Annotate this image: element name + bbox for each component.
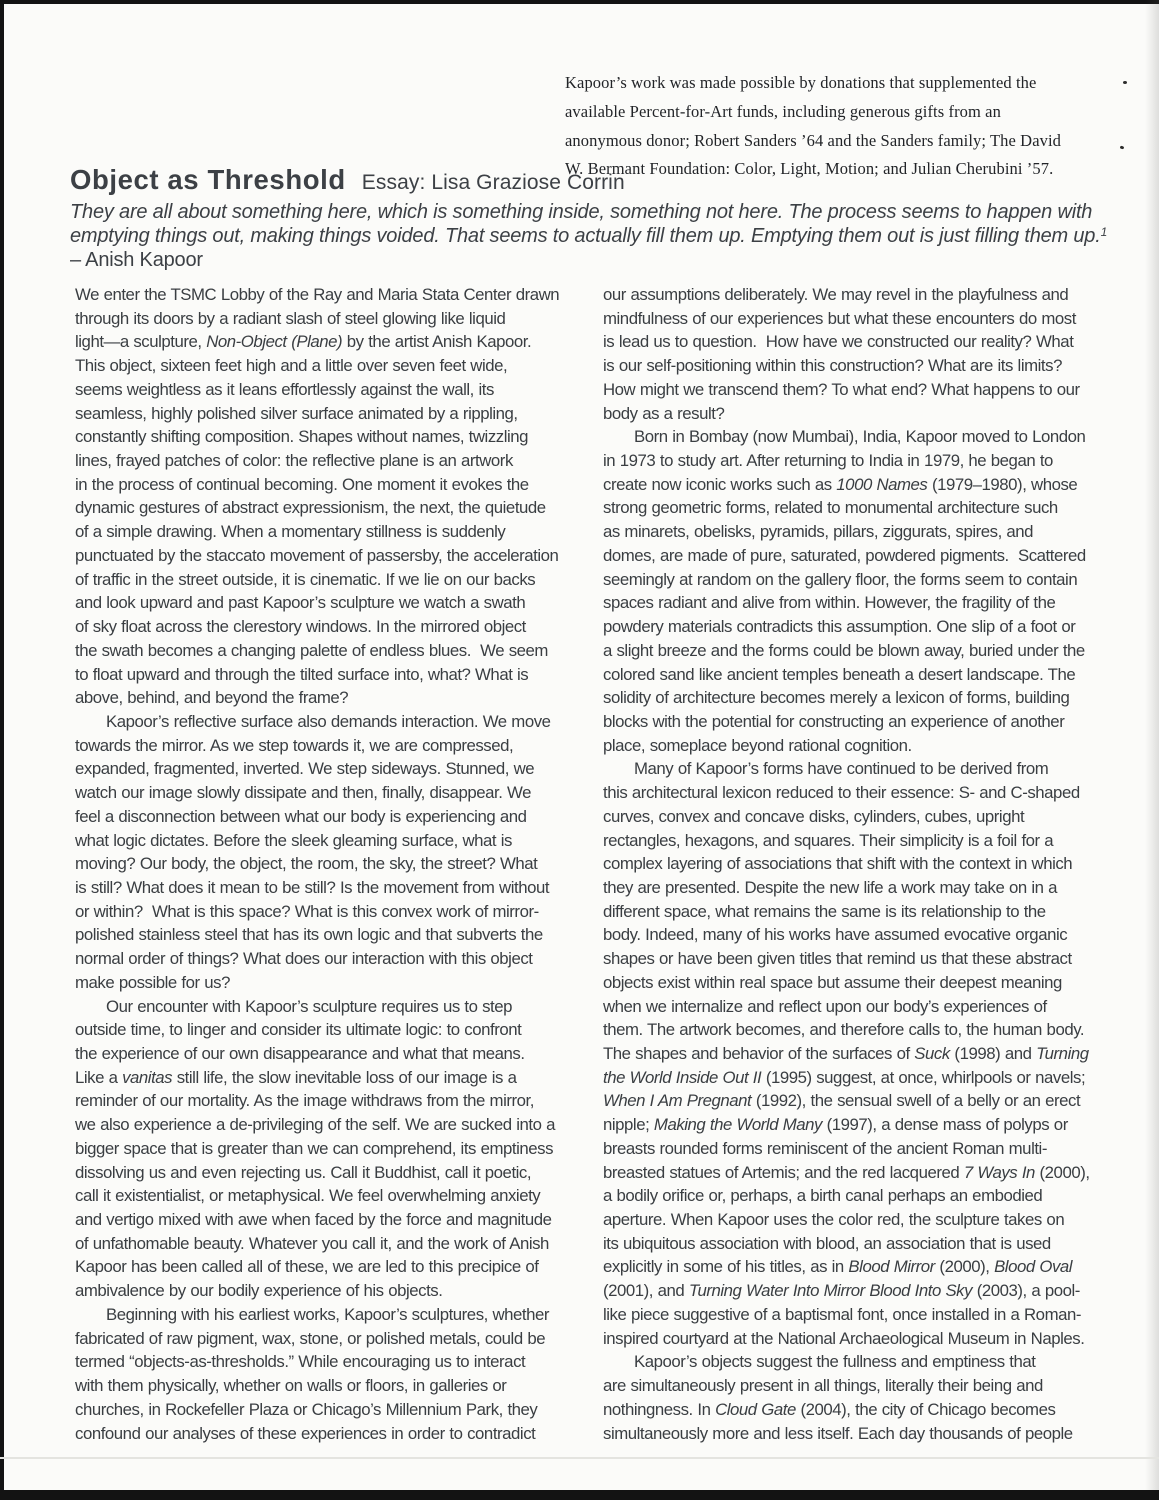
text-line: We enter the TSMC Lobby of the Ray and Maria Stata Center drawn	[75, 285, 560, 304]
text-line: of a simple drawing. When a momentary stillness is suddenly	[75, 522, 506, 542]
text-line: light—a sculpture, Non-Object (Plane) by the artist Anish Kapoor.	[75, 332, 532, 352]
text-line: or within? What is this space? What is this convex work of mirror-	[75, 901, 539, 921]
text-line: seamless, highly polished silver surface animated by a rippling,	[75, 403, 518, 423]
text-line: they are presented. Despite the new life a work may take on in a	[603, 877, 1057, 897]
text-line: complex layering of associations that shift with the context in which	[603, 854, 1073, 874]
text-line: solidity of architecture becomes merely a lexicon of forms, building	[603, 688, 1070, 708]
ink-speck	[1123, 81, 1127, 84]
scan-edge-right	[1145, 0, 1159, 1500]
essay-byline: Essay: Lisa Graziose Corrin	[361, 171, 625, 194]
text-line: The shapes and behavior of the surfaces of Suck (1998) and Turning	[603, 1044, 1089, 1063]
text-line: blocks with the potential for constructing an experience of another	[603, 711, 1065, 731]
text-line: through its doors by a radiant slash of steel glowing like liquid	[75, 308, 506, 328]
text-line: normal order of things? What does our interaction with this object	[75, 949, 533, 969]
text-line: Kapoor has been called all of these, we are led to this precipice of	[75, 1257, 539, 1277]
text-line: nipple; Making the World Many (1997), a dense mass of polyps or	[603, 1115, 1068, 1135]
text-line: to float upward and through the tilted surface into, what? What is	[75, 664, 529, 684]
text-line: How might we transcend them? To what end? What happens to our	[603, 379, 1080, 399]
text-line: strong geometric forms, related to monumental architecture such	[603, 498, 1058, 518]
scan-fold-line	[0, 1457, 1159, 1459]
text-line: what logic dictates. Before the sleek gleaming surface, what is	[75, 830, 512, 850]
page-title: Object as Threshold	[70, 164, 346, 195]
scan-edge-left	[0, 0, 4, 1500]
text-line: ambivalence by our bodily experience of his objects.	[75, 1281, 443, 1301]
text-line: (2001), and Turning Water Into Mirror Blood Into Sky (2003), a pool-	[603, 1281, 1080, 1301]
text-line: fabricated of raw pigment, wax, stone, or polished metals, could be	[75, 1328, 546, 1348]
text-line: in the process of continual becoming. One moment it evokes the	[75, 474, 529, 494]
ink-speck	[1120, 145, 1125, 149]
epigraph-quote	[70, 200, 1130, 272]
text-line: above, behind, and beyond the frame?	[75, 688, 349, 708]
text-line: like piece suggestive of a baptismal font, once installed in a Roman-	[603, 1304, 1082, 1324]
text-line: W. Bermant Foundation: Color, Light, Motion; and Julian Cherubini ’57.	[565, 159, 1054, 179]
text-line: polished stainless steel that has its own logic and that subverts the	[75, 925, 543, 945]
text-line: seemingly at random on the gallery floor, the forms seem to contain	[603, 569, 1078, 589]
text-line: anonymous donor; Robert Sanders ’64 and the Sanders family; The David	[565, 130, 1062, 150]
text-line: call it existentialist, or metaphysical. We feel overwhelming anxiety	[75, 1186, 541, 1206]
text-line: dissolving us and even rejecting us. Call it Buddhist, call it poetic,	[75, 1162, 532, 1182]
text-line: spaces radiant and alive from within. However, the fragility of the	[603, 593, 1056, 613]
scan-edge-bottom	[0, 1490, 1159, 1500]
text-line: seems weightless as it leans effortlessly against the wall, its	[75, 379, 494, 399]
text-line: Our encounter with Kapoor’s sculpture requires us to step	[106, 996, 513, 1016]
text-line: of sky float across the clerestory windows. In the mirrored object	[75, 617, 526, 637]
text-line: Many of Kapoor’s forms have continued to be derived from	[634, 759, 1049, 779]
text-line: is lead us to question. How have we constructed our reality? What	[603, 332, 1074, 352]
text-line: – Anish Kapoor	[70, 249, 203, 271]
text-line: are simultaneously present in all things, literally their being and	[603, 1376, 1043, 1396]
text-line: when we internalize and reflect upon our body’s experiences of	[603, 996, 1047, 1016]
text-line: with them physically, whether on walls or floors, in galleries or	[75, 1376, 507, 1396]
text-line: Like a vanitas still life, the slow inevitable loss of our image is a	[75, 1067, 517, 1087]
text-line: the World Inside Out II (1995) suggest, at once, whirlpools or navels;	[603, 1067, 1086, 1087]
text-line: simultaneously more and less itself. Each day thousands of people	[603, 1423, 1073, 1443]
text-line: watch our image slowly dissipate and then, finally, disappear. We	[75, 783, 531, 803]
text-line: They are all about something here, which is something inside, something not here. The process seems to happen with	[70, 201, 1093, 223]
text-line: mindfulness of our experiences but what these encounters do most	[603, 308, 1076, 328]
text-line: colored sand like ancient temples beneath a desert landscape. The	[603, 664, 1076, 684]
text-line: constantly shifting composition. Shapes without names, twizzling	[75, 427, 529, 447]
text-line: objects exist within real space but assume their deepest meaning	[603, 972, 1062, 992]
text-line: place, someplace beyond rational cognition.	[603, 735, 912, 755]
text-line: feel a disconnection between what our body is experiencing and	[75, 806, 527, 826]
scan-edge-top	[0, 0, 1159, 4]
text-line: body as a result?	[603, 403, 725, 423]
text-line: Kapoor’s work was made possible by donations that supplemented the	[565, 73, 1037, 92]
text-line: explicitly in some of his titles, as in Blood Mirror (2000), Blood Oval	[603, 1257, 1073, 1277]
text-line: our assumptions deliberately. We may revel in the playfulness and	[603, 285, 1069, 304]
text-line: the experience of our own disappearance and what that means.	[75, 1044, 525, 1063]
text-line: make possible for us?	[75, 972, 230, 992]
text-line: lines, frayed patches of color: the reflective plane is an artwork	[75, 451, 513, 471]
text-line: expanded, fragmented, inverted. We step sideways. Stunned, we	[75, 759, 535, 779]
text-line: nothingness. In Cloud Gate (2004), the city of Chicago becomes	[603, 1399, 1056, 1419]
text-line: inspired courtyard at the National Archaeological Museum in Naples.	[603, 1328, 1085, 1348]
text-line: Kapoor’s objects suggest the fullness and emptiness that	[634, 1352, 1036, 1372]
text-line: punctuated by the staccato movement of passersby, the acceleration	[75, 545, 559, 565]
text-line: bigger space that is greater than we can comprehend, its emptiness	[75, 1138, 554, 1158]
text-line: dynamic gestures of abstract expressionism, the next, the quietude	[75, 498, 546, 518]
text-line: towards the mirror. As we step towards it, we are compressed,	[75, 735, 514, 755]
text-line: of traffic in the street outside, it is cinematic. If we lie on our backs	[75, 569, 536, 589]
essay-header	[70, 164, 1120, 196]
text-line: a slight breeze and the forms could be blown away, buried under the	[603, 640, 1085, 660]
text-line: breasts rounded forms reminiscent of the ancient Roman multi-	[603, 1138, 1047, 1158]
body-column-right	[603, 283, 1123, 1445]
text-line: different space, what remains the same is its relationship to the	[603, 901, 1046, 921]
text-line: Kapoor’s reflective surface also demands interaction. We move	[106, 711, 551, 731]
text-line: we also experience a de-privileging of the self. We are sucked into a	[75, 1115, 555, 1135]
text-line: them. The artwork becomes, and therefore calls to, the human body.	[603, 1020, 1085, 1040]
text-line: its ubiquitous association with blood, an association that is used	[603, 1233, 1051, 1253]
text-line: this architectural lexicon reduced to their essence: S- and C-shaped	[603, 783, 1080, 803]
text-line: When I Am Pregnant (1992), the sensual swell of a belly or an erect	[603, 1091, 1081, 1111]
text-line: moving? Our body, the object, the room, the sky, the street? What	[75, 854, 538, 874]
text-line: the swath becomes a changing palette of endless blues. We seem	[75, 640, 548, 660]
text-line: create now iconic works such as 1000 Names (1979–1980), whose	[603, 474, 1078, 494]
text-line: and look upward and past Kapoor’s sculpture we watch a swath	[75, 593, 526, 613]
text-line: of unfathomable beauty. Whatever you call it, and the work of Anish	[75, 1233, 549, 1253]
text-line: shapes or have been given titles that remind us that these abstract	[603, 949, 1072, 969]
text-line: is our self-positioning within this construction? What are its limits?	[603, 356, 1062, 376]
text-line: aperture. When Kapoor uses the color red, the sculpture takes on	[603, 1210, 1065, 1230]
text-line: reminder of our mortality. As the image withdraws from the mirror,	[75, 1091, 534, 1111]
text-line: domes, are made of pure, saturated, powdered pigments. Scattered	[603, 545, 1086, 565]
text-line: rectangles, hexagons, and squares. Their simplicity is a foil for a	[603, 830, 1054, 850]
text-line: powdery materials contradicts this assumption. One slip of a foot or	[603, 617, 1076, 637]
text-line: is still? What does it mean to be still? Is the movement from without	[75, 877, 550, 897]
text-line: a bodily orifice or, perhaps, a birth canal perhaps an embodied	[603, 1186, 1043, 1206]
text-line: emptying things out, making things voided. That seems to actually fill them up. Emptying them out is just filling them up.$^1$	[70, 225, 1108, 247]
text-line: Born in Bombay (now Mumbai), India, Kapoor moved to London	[634, 427, 1086, 447]
body-column-left	[75, 283, 595, 1445]
text-line: outside time, to linger and consider its ultimate logic: to confront	[75, 1020, 522, 1040]
text-line: in 1973 to study art. After returning to India in 1979, he began to	[603, 451, 1053, 471]
text-line: This object, sixteen feet high and a little over seven feet wide,	[75, 356, 508, 376]
text-line: and vertigo mixed with awe when faced by the force and magnitude	[75, 1210, 552, 1230]
text-line: available Percent-for-Art funds, including generous gifts from an	[565, 101, 1001, 121]
text-line: churches, in Rockefeller Plaza or Chicago’s Millennium Park, they	[75, 1399, 538, 1419]
text-line: confound our analyses of these experiences in order to contradict	[75, 1423, 536, 1443]
text-line: curves, convex and concave disks, cylinders, cubes, upright	[603, 806, 1025, 826]
text-line: body. Indeed, many of his works have assumed evocative organic	[603, 925, 1068, 945]
text-line: termed “objects-as-thresholds.” While encouraging us to interact	[75, 1352, 526, 1372]
text-line: breasted statues of Artemis; and the red lacquered 7 Ways In (2000),	[603, 1162, 1090, 1182]
text-line: as minarets, obelisks, pyramids, pillars, ziggurats, spires, and	[603, 522, 1034, 542]
text-line: Beginning with his earliest works, Kapoor’s sculptures, whether	[106, 1304, 550, 1324]
